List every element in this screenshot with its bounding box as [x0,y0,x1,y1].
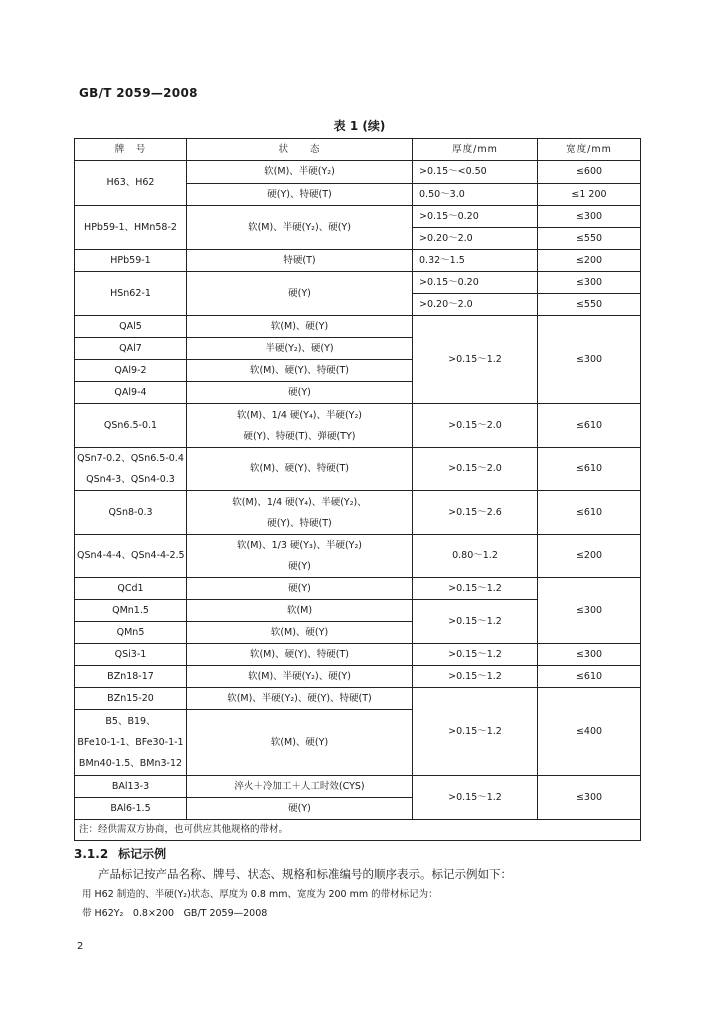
section-heading [74,845,166,862]
thickness-cell: 0.32～1.5 [413,250,538,272]
thickness-cell: >0.15～1.2 [413,644,538,666]
state-cell: 淬火＋冷加工＋人工时效(CYS) [187,776,413,798]
state-cell: 特硬(T) [187,250,413,272]
grade-cell: H63、H62 [75,161,187,206]
thickness-cell: >0.20～2.0 [413,228,538,250]
table-row [75,776,641,798]
state-cell: 硬(Y) [187,578,413,600]
width-cell: ≤550 [538,228,641,250]
width-cell: ≤200 [538,535,641,578]
thickness-cell: >0.15～1.2 [413,688,538,776]
column-header-state: 状 态 [187,139,413,161]
column-header-thickness: 厚度/mm [413,139,538,161]
table-row [75,688,641,710]
thickness-cell: >0.15～2.0 [413,448,538,491]
state-cell: 软(M)、半硬(Y₂) [187,161,413,184]
thickness-cell: >0.15～<0.50 [413,161,538,184]
grade-cell: HSn62-1 [75,272,187,316]
grade-cell: QAl5 [75,316,187,338]
width-cell: ≤300 [538,272,641,294]
table-note-row [75,820,641,841]
state-cell: 硬(Y) [187,382,413,404]
table-row [75,272,641,294]
width-cell: ≤600 [538,161,641,184]
grade-cell: QSn4-4-4、QSn4-4-2.5 [75,535,187,578]
state-cell: 软(M)、半硬(Y₂)、硬(Y) [187,666,413,688]
table-note: 注：经供需双方协商，也可供应其他规格的带材。 [75,820,641,841]
section-number: 3.1.2 [74,847,109,861]
grade-cell: HPb59-1、HMn58-2 [75,206,187,250]
width-cell: ≤400 [538,688,641,776]
grade-cell: BAl6-1.5 [75,798,187,820]
state-cell: 硬(Y) [187,272,413,316]
width-cell: ≤200 [538,250,641,272]
state-cell: 软(M) [187,600,413,622]
table-row [75,316,641,338]
thickness-cell: >0.15～1.2 [413,600,538,644]
state-cell: 软(M)、硬(Y) [187,316,413,338]
grade-spec-table [74,138,641,841]
grade-cell: B5、B19、 BFe10-1-1、BFe30-1-1 BMn40-1.5、BMn3-12 [75,710,187,776]
grade-cell: QAl7 [75,338,187,360]
state-cell: 软(M)、1/4 硬(Y₄)、半硬(Y₂)、 硬(Y)、特硬(T) [187,491,413,535]
grade-cell: HPb59-1 [75,250,187,272]
grade-cell: BAl13-3 [75,776,187,798]
state-cell: 软(M)、1/3 硬(Y₃)、半硬(Y₂) 硬(Y) [187,535,413,578]
width-cell: ≤300 [538,776,641,820]
state-cell: 硬(Y) [187,798,413,820]
table-row [75,161,641,184]
thickness-cell: >0.20～2.0 [413,294,538,316]
state-cell: 半硬(Y₂)、硬(Y) [187,338,413,360]
thickness-cell: >0.15～2.0 [413,404,538,448]
thickness-cell: >0.15～1.2 [413,316,538,404]
table-row [75,250,641,272]
thickness-cell: >0.15～2.6 [413,491,538,535]
grade-cell: QAl9-4 [75,382,187,404]
grade-cell: QSi3-1 [75,644,187,666]
width-cell: ≤300 [538,578,641,644]
marking-intro: 产品标记按产品名称、牌号、状态、规格和标准编号的顺序表示。标记示例如下： [98,867,512,881]
table-row [75,644,641,666]
table-row [75,535,641,578]
state-cell: 软(M)、半硬(Y₂)、硬(Y) [187,206,413,250]
state-cell: 软(M)、1/4 硬(Y₄)、半硬(Y₂) 硬(Y)、特硬(T)、弹硬(TY) [187,404,413,448]
state-cell: 软(M)、半硬(Y₂)、硬(Y)、特硬(T) [187,688,413,710]
grade-cell: BZn15-20 [75,688,187,710]
grade-cell: QCd1 [75,578,187,600]
grade-cell: BZn18-17 [75,666,187,688]
thickness-cell: >0.15～0.20 [413,272,538,294]
column-header-width: 宽度/mm [538,139,641,161]
grade-cell: QSn7-0.2、QSn6.5-0.4 QSn4-3、QSn4-0.3 [75,448,187,491]
table-row [75,666,641,688]
thickness-cell: >0.15～1.2 [413,776,538,820]
state-cell: 软(M)、硬(Y)、特硬(T) [187,448,413,491]
standard-header: GB/T 2059—2008 [79,86,198,100]
state-cell: 软(M)、硬(Y)、特硬(T) [187,644,413,666]
width-cell: ≤300 [538,206,641,228]
table-row [75,404,641,448]
thickness-cell: >0.15～0.20 [413,206,538,228]
state-cell: 软(M)、硬(Y) [187,622,413,644]
grade-cell: QSn8-0.3 [75,491,187,535]
width-cell: ≤610 [538,491,641,535]
thickness-cell: >0.15～1.2 [413,666,538,688]
grade-cell: QMn5 [75,622,187,644]
marking-example-description: 用 H62 制造的、半硬(Y₂)状态、厚度为 0.8 mm、宽度为 200 mm 的带材标记为： [82,889,438,900]
width-cell: ≤610 [538,404,641,448]
width-cell: ≤610 [538,666,641,688]
width-cell: ≤300 [538,644,641,666]
state-cell: 硬(Y)、特硬(T) [187,184,413,206]
table-row [75,578,641,600]
width-cell: ≤550 [538,294,641,316]
width-cell: ≤610 [538,448,641,491]
table-row [75,491,641,535]
thickness-cell: 0.80～1.2 [413,535,538,578]
thickness-cell: 0.50～3.0 [413,184,538,206]
thickness-cell: >0.15～1.2 [413,578,538,600]
table-row [75,448,641,491]
state-cell: 软(M)、硬(Y) [187,710,413,776]
table-header-row [75,139,641,161]
grade-cell: QAl9-2 [75,360,187,382]
width-cell: ≤1 200 [538,184,641,206]
page-number: 2 [77,941,84,952]
width-cell: ≤300 [538,316,641,404]
column-header-grade: 牌 号 [75,139,187,161]
grade-cell: QMn1.5 [75,600,187,622]
table-row [75,206,641,228]
marking-example: 带 H62Y₂ 0.8×200 GB/T 2059—2008 [82,908,268,919]
state-cell: 软(M)、硬(Y)、特硬(T) [187,360,413,382]
grade-cell: QSn6.5-0.1 [75,404,187,448]
section-title: 标记示例 [118,847,167,861]
table-caption: 表 1 (续) [333,119,386,133]
